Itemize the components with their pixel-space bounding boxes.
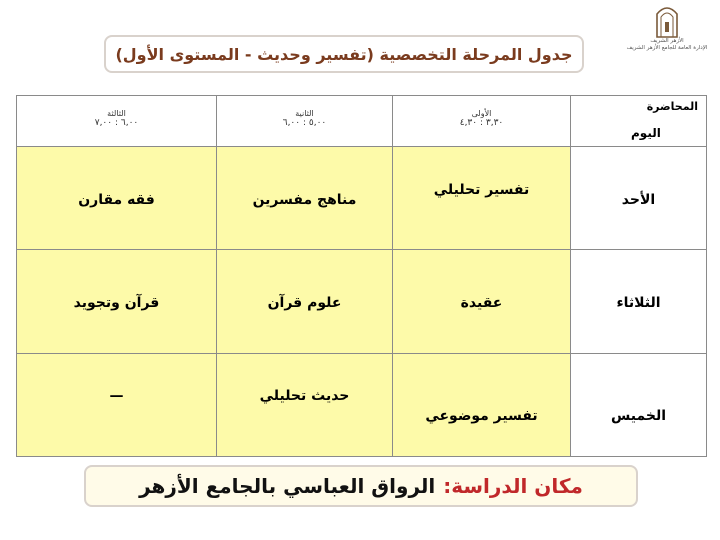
- period-name: الثالثة: [107, 108, 126, 118]
- subject-text: حديث تحليلي: [259, 388, 350, 405]
- schedule-table: [16, 95, 707, 457]
- subject-text: تفسير تحليلي: [433, 181, 530, 198]
- subject-cell: [217, 353, 393, 456]
- day-label: الأحد: [621, 191, 656, 208]
- subject-cell: [393, 250, 571, 353]
- day-label: الخميس: [610, 408, 667, 425]
- subject-cell: [393, 353, 571, 456]
- azhar-emblem-icon: [654, 4, 680, 38]
- period-name: الثانية: [295, 108, 314, 118]
- study-place-banner: [84, 465, 638, 507]
- day-label: الثلاثاء: [616, 294, 661, 311]
- page-title: جدول المرحلة التخصصية (تفسير وحديث - المستوى الأول): [115, 44, 573, 64]
- period-header-2: [217, 96, 393, 147]
- subject-cell: [217, 147, 393, 250]
- subject-text: —: [109, 388, 124, 405]
- subject-cell: [217, 250, 393, 353]
- day-cell: [571, 250, 707, 353]
- subject-text: عقيدة: [460, 294, 503, 311]
- logo-line-2: الإدارة العامة للجامع الأزهر الشريف: [626, 45, 708, 51]
- subject-text: فقه مقارن: [78, 191, 155, 208]
- title-banner: [104, 35, 584, 73]
- table-row: [17, 250, 707, 353]
- subject-text: تفسير موضوعي: [425, 408, 538, 425]
- study-place-label: مكان الدراسة:: [443, 474, 583, 498]
- subject-cell: [17, 147, 217, 250]
- day-cell: [571, 147, 707, 250]
- corner-header: [571, 96, 707, 147]
- table-header-row: [17, 96, 707, 147]
- subject-cell: [17, 250, 217, 353]
- period-header-3: [17, 96, 217, 147]
- subject-text: مناهج مفسرين: [252, 191, 357, 208]
- period-header-1: [393, 96, 571, 147]
- logo-line-1: الأزهر الشريف: [650, 38, 684, 44]
- period-time: ٦,٠٠ : ٧,٠٠: [94, 117, 139, 128]
- azhar-logo: [622, 4, 712, 68]
- day-cell: [571, 353, 707, 456]
- period-name: الأولى: [471, 108, 492, 118]
- subject-cell: [393, 147, 571, 250]
- period-time: ٥,٠٠ : ٦,٠٠: [282, 117, 327, 128]
- subject-text: علوم قرآن: [267, 294, 342, 311]
- subject-cell: [17, 353, 217, 456]
- table-row: [17, 147, 707, 250]
- period-time: ٣,٣٠ : ٤,٣٠: [459, 117, 504, 128]
- study-place-value: الرواق العباسي بالجامع الأزهر: [139, 474, 436, 498]
- corner-day-label: اليوم: [631, 126, 661, 140]
- subject-text: قرآن وتجويد: [73, 294, 160, 311]
- table-row: [17, 353, 707, 456]
- corner-lecture-label: المحاضرة: [646, 100, 698, 113]
